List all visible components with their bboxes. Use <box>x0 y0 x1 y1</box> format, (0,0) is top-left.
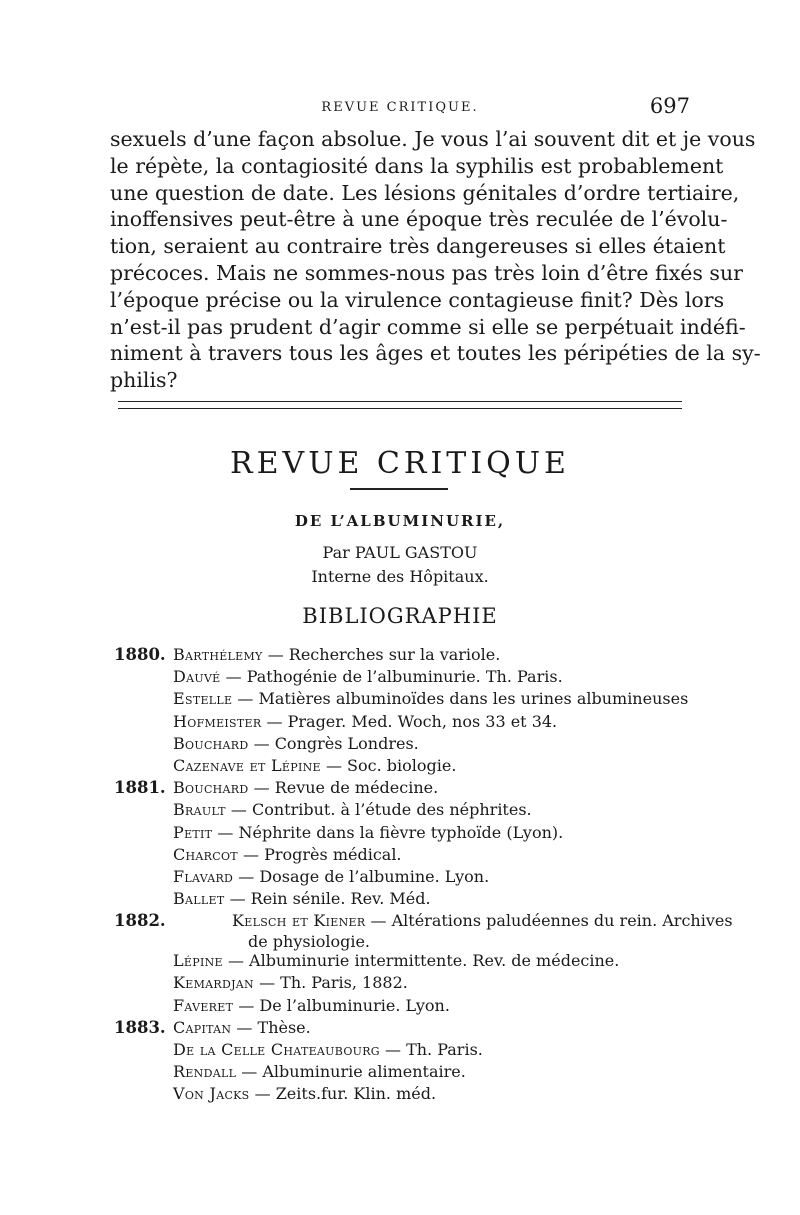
entry-author: Barthélemy <box>173 645 263 664</box>
body-line: l’époque précise ou la virulence contagieuse finit? Dès lors <box>110 287 725 312</box>
bibliography-entry <box>114 734 704 756</box>
bibliography-entry <box>114 973 704 995</box>
entry-title: — Zeits.fur. Klin. méd. <box>249 1084 437 1104</box>
entry-title: — Th. Paris, 1882. <box>253 973 408 993</box>
entry-author: Estelle <box>173 689 233 709</box>
body-line: inoffensives peut-être à une époque très reculée de l’évolu- <box>110 207 728 232</box>
bibliography-entry <box>114 645 704 667</box>
article-author: Par PAUL GASTOU <box>322 543 478 562</box>
entry-author: Bouchard <box>173 778 249 798</box>
entry-author: Faveret <box>173 995 234 1015</box>
title-rule <box>350 488 448 490</box>
body-line: une question de date. Les lésions génitales d’ordre tertiaire, <box>110 180 740 205</box>
bibliography-entry <box>114 996 704 1018</box>
running-title: REVUE CRITIQUE. <box>321 100 479 115</box>
bibliography-entry <box>114 889 704 911</box>
entry-author: Kemardjan <box>173 973 254 993</box>
entry-title: — Rein sénile. Rev. Méd. <box>224 889 431 909</box>
article-title: REVUE CRITIQUE <box>230 446 570 481</box>
bibliography-entry <box>114 911 733 952</box>
entry-title: — Soc. biologie. <box>320 755 457 775</box>
bibliography-heading: BIBLIOGRAPHIE <box>302 604 498 628</box>
entry-title: — Recherches sur la variole. <box>262 645 501 664</box>
bibliography-entry <box>114 823 704 845</box>
bibliography-entry <box>114 689 704 711</box>
entry-author: Bouchard <box>173 733 249 753</box>
entry-author: Capitan <box>173 1017 232 1037</box>
entry-title: — Th. Paris. <box>379 1040 483 1059</box>
entry-author: Lépine <box>173 951 223 971</box>
entry-title: — Prager. Med. Woch, nos 33 et 34. <box>261 711 558 731</box>
page-number: 697 <box>649 94 690 118</box>
entry-year: 1883. <box>114 1017 166 1037</box>
bibliography-entry <box>114 951 704 973</box>
entry-title: — Dosage de l’albumine. Lyon. <box>233 866 490 886</box>
entry-author: Brault <box>173 800 226 820</box>
entry-title: — Néphrite dans la fièvre typhoïde (Lyon). <box>212 822 564 842</box>
body-paragraph <box>110 126 761 394</box>
body-line: le répète, la contagiosité dans la syphilis est probablement <box>110 153 724 178</box>
entry-title: — Albuminurie alimentaire. <box>236 1062 466 1082</box>
entry-author: Kelsch et Kiener <box>232 911 366 931</box>
body-line: tion, seraient au contraire très dangereuses si elles étaient <box>110 234 726 259</box>
entry-title: — Contribut. à l’étude des néphrites. <box>225 800 532 820</box>
article-subtitle: DE L’ALBUMINURIE, <box>294 512 506 530</box>
body-line: n’est-il pas prudent d’agir comme si elle se perpétuait indéfi- <box>110 314 746 339</box>
entry-author: Hofmeister <box>173 711 262 731</box>
entry-author: Von Jacks <box>173 1084 250 1104</box>
bibliography-entry <box>114 1040 704 1062</box>
entry-title: — Progrès médical. <box>237 844 402 864</box>
body-line: niment à travers tous les âges et toutes les péripéties de la sy- <box>110 341 761 366</box>
entry-author: De la Celle Chateaubourg <box>173 1040 380 1059</box>
entry-author: Charcot <box>173 844 238 864</box>
entry-title: — Albuminurie intermittente. Rev. de médecine. <box>222 951 620 971</box>
entry-year: 1881. <box>114 778 166 798</box>
entry-author: Flavard <box>173 866 234 886</box>
entry-author: Dauvé <box>173 667 221 687</box>
bibliography-entry <box>114 800 704 822</box>
entry-continuation: de physiologie. <box>248 932 371 952</box>
entry-title: — Pathogénie de l’albuminurie. Th. Paris. <box>220 667 563 687</box>
entry-title: — Revue de médecine. <box>248 778 439 798</box>
entry-author: Ballet <box>173 889 225 909</box>
entry-title: — Matières albuminoïdes dans les urines albumineuses <box>232 689 689 709</box>
entry-author: Rendall <box>173 1062 237 1082</box>
entry-title: — Thèse. <box>231 1017 311 1037</box>
entry-year: 1882. <box>114 911 166 931</box>
body-line: sexuels d’une façon absolue. Je vous l’ai souvent dit et je vous <box>110 127 756 151</box>
author-role: Interne des Hôpitaux. <box>311 567 489 586</box>
entry-author: Petit <box>173 822 213 842</box>
bibliography-entry <box>114 712 704 734</box>
body-line: philis? <box>110 368 178 393</box>
running-head <box>110 94 690 120</box>
bibliography-entry <box>114 1018 704 1040</box>
bibliography-entry <box>114 1084 704 1106</box>
entry-title: — Congrès Londres. <box>248 733 419 753</box>
entry-year: 1880. <box>114 645 166 664</box>
bibliography-entry <box>114 667 704 689</box>
entry-author: Cazenave et Lépine <box>173 755 321 775</box>
bibliography-entry <box>114 1062 704 1084</box>
bibliography-list <box>114 645 733 1107</box>
bibliography-entry <box>114 867 704 889</box>
entry-title: — Altérations paludéennes du rein. Archives <box>365 911 733 931</box>
section-divider <box>118 401 682 409</box>
bibliography-entry <box>114 778 704 800</box>
bibliography-entry <box>114 756 704 778</box>
bibliography-entry <box>114 845 704 867</box>
body-line: précoces. Mais ne sommes-nous pas très loin d’être fixés sur <box>110 260 743 285</box>
entry-title: — De l’albuminurie. Lyon. <box>233 995 450 1015</box>
